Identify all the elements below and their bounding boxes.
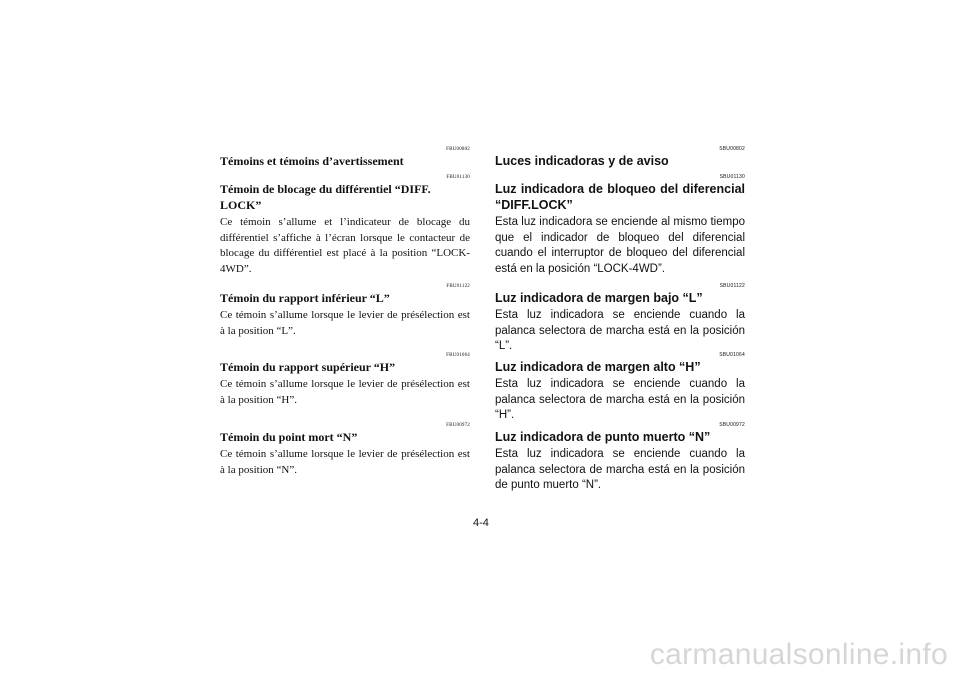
section-code: SBU00802 [719,146,745,152]
section-body: Ce témoin s’allume lorsque le levier de présélection est à la position “L”. [220,309,470,337]
page-number: 4-4 [473,517,489,529]
es-section-high-range [495,352,745,424]
section-heading: Luz indicadora de punto muerto “N” [495,430,711,444]
section-code: SBU01130 [719,174,745,180]
section-body: Esta luz indicadora se enciende al mismo tiempo que el indicador de bloqueo del diferencial cuando el interruptor de bloqueo del diferencial está en la posición “LOCK-4WD”. [495,216,745,276]
section-heading: Témoins et témoins d’avertissement [220,154,404,168]
fr-section-warning-lights [220,146,470,169]
section-code: FBU01130 [446,175,470,180]
es-section-neutral [495,422,745,494]
es-section-diff-lock [495,174,745,278]
section-code: FBU00802 [446,147,470,152]
section-code: FBU01064 [446,353,470,358]
fr-section-diff-lock [220,174,470,277]
section-heading: Témoin du rapport inférieur “L” [220,291,390,305]
section-heading: Témoin du rapport supérieur “H” [220,360,396,374]
section-heading: Témoin du point mort “N” [220,430,358,444]
section-code: FBU00972 [446,423,470,428]
fr-section-low-range [220,283,470,339]
section-body: Ce témoin s’allume lorsque le levier de présélection est à la position “N”. [220,448,470,476]
fr-section-high-range [220,352,470,408]
section-code: SBU01122 [719,283,745,289]
section-heading: Témoin de blocage du différentiel “DIFF. LOCK” [220,182,431,212]
fr-section-neutral [220,422,470,478]
section-heading: Luz indicadora de bloqueo del diferencial “DIFF.LOCK” [495,182,745,212]
section-heading: Luz indicadora de margen alto “H” [495,360,701,374]
section-body: Esta luz indicadora se enciende cuando la palanca selectora de marcha está en la posición de punto muerto “N”. [495,448,745,492]
watermark: carmanualsonline.info [649,638,948,671]
section-body: Esta luz indicadora se enciende cuando la palanca selectora de marcha está en la posición “L”. [495,309,745,353]
section-code: FBU01122 [446,284,470,289]
section-body: Ce témoin s’allume lorsque le levier de présélection est à la position “H”. [220,378,470,406]
section-body: Esta luz indicadora se enciende cuando la palanca selectora de marcha está en la posición “H”. [495,378,745,422]
section-code: SBU00972 [719,422,745,428]
section-code: SBU01064 [719,352,745,358]
section-body: Ce témoin s’allume et l’indicateur de blocage du différentiel s’affiche à l’écran lorsque le contacteur de blocage du différentiel est placé à la position “LOCK-4WD”. [220,216,470,275]
section-heading: Luz indicadora de margen bajo “L” [495,291,703,305]
section-heading: Luces indicadoras y de aviso [495,154,669,168]
es-section-warning-lights [495,146,745,169]
es-section-low-range [495,283,745,355]
